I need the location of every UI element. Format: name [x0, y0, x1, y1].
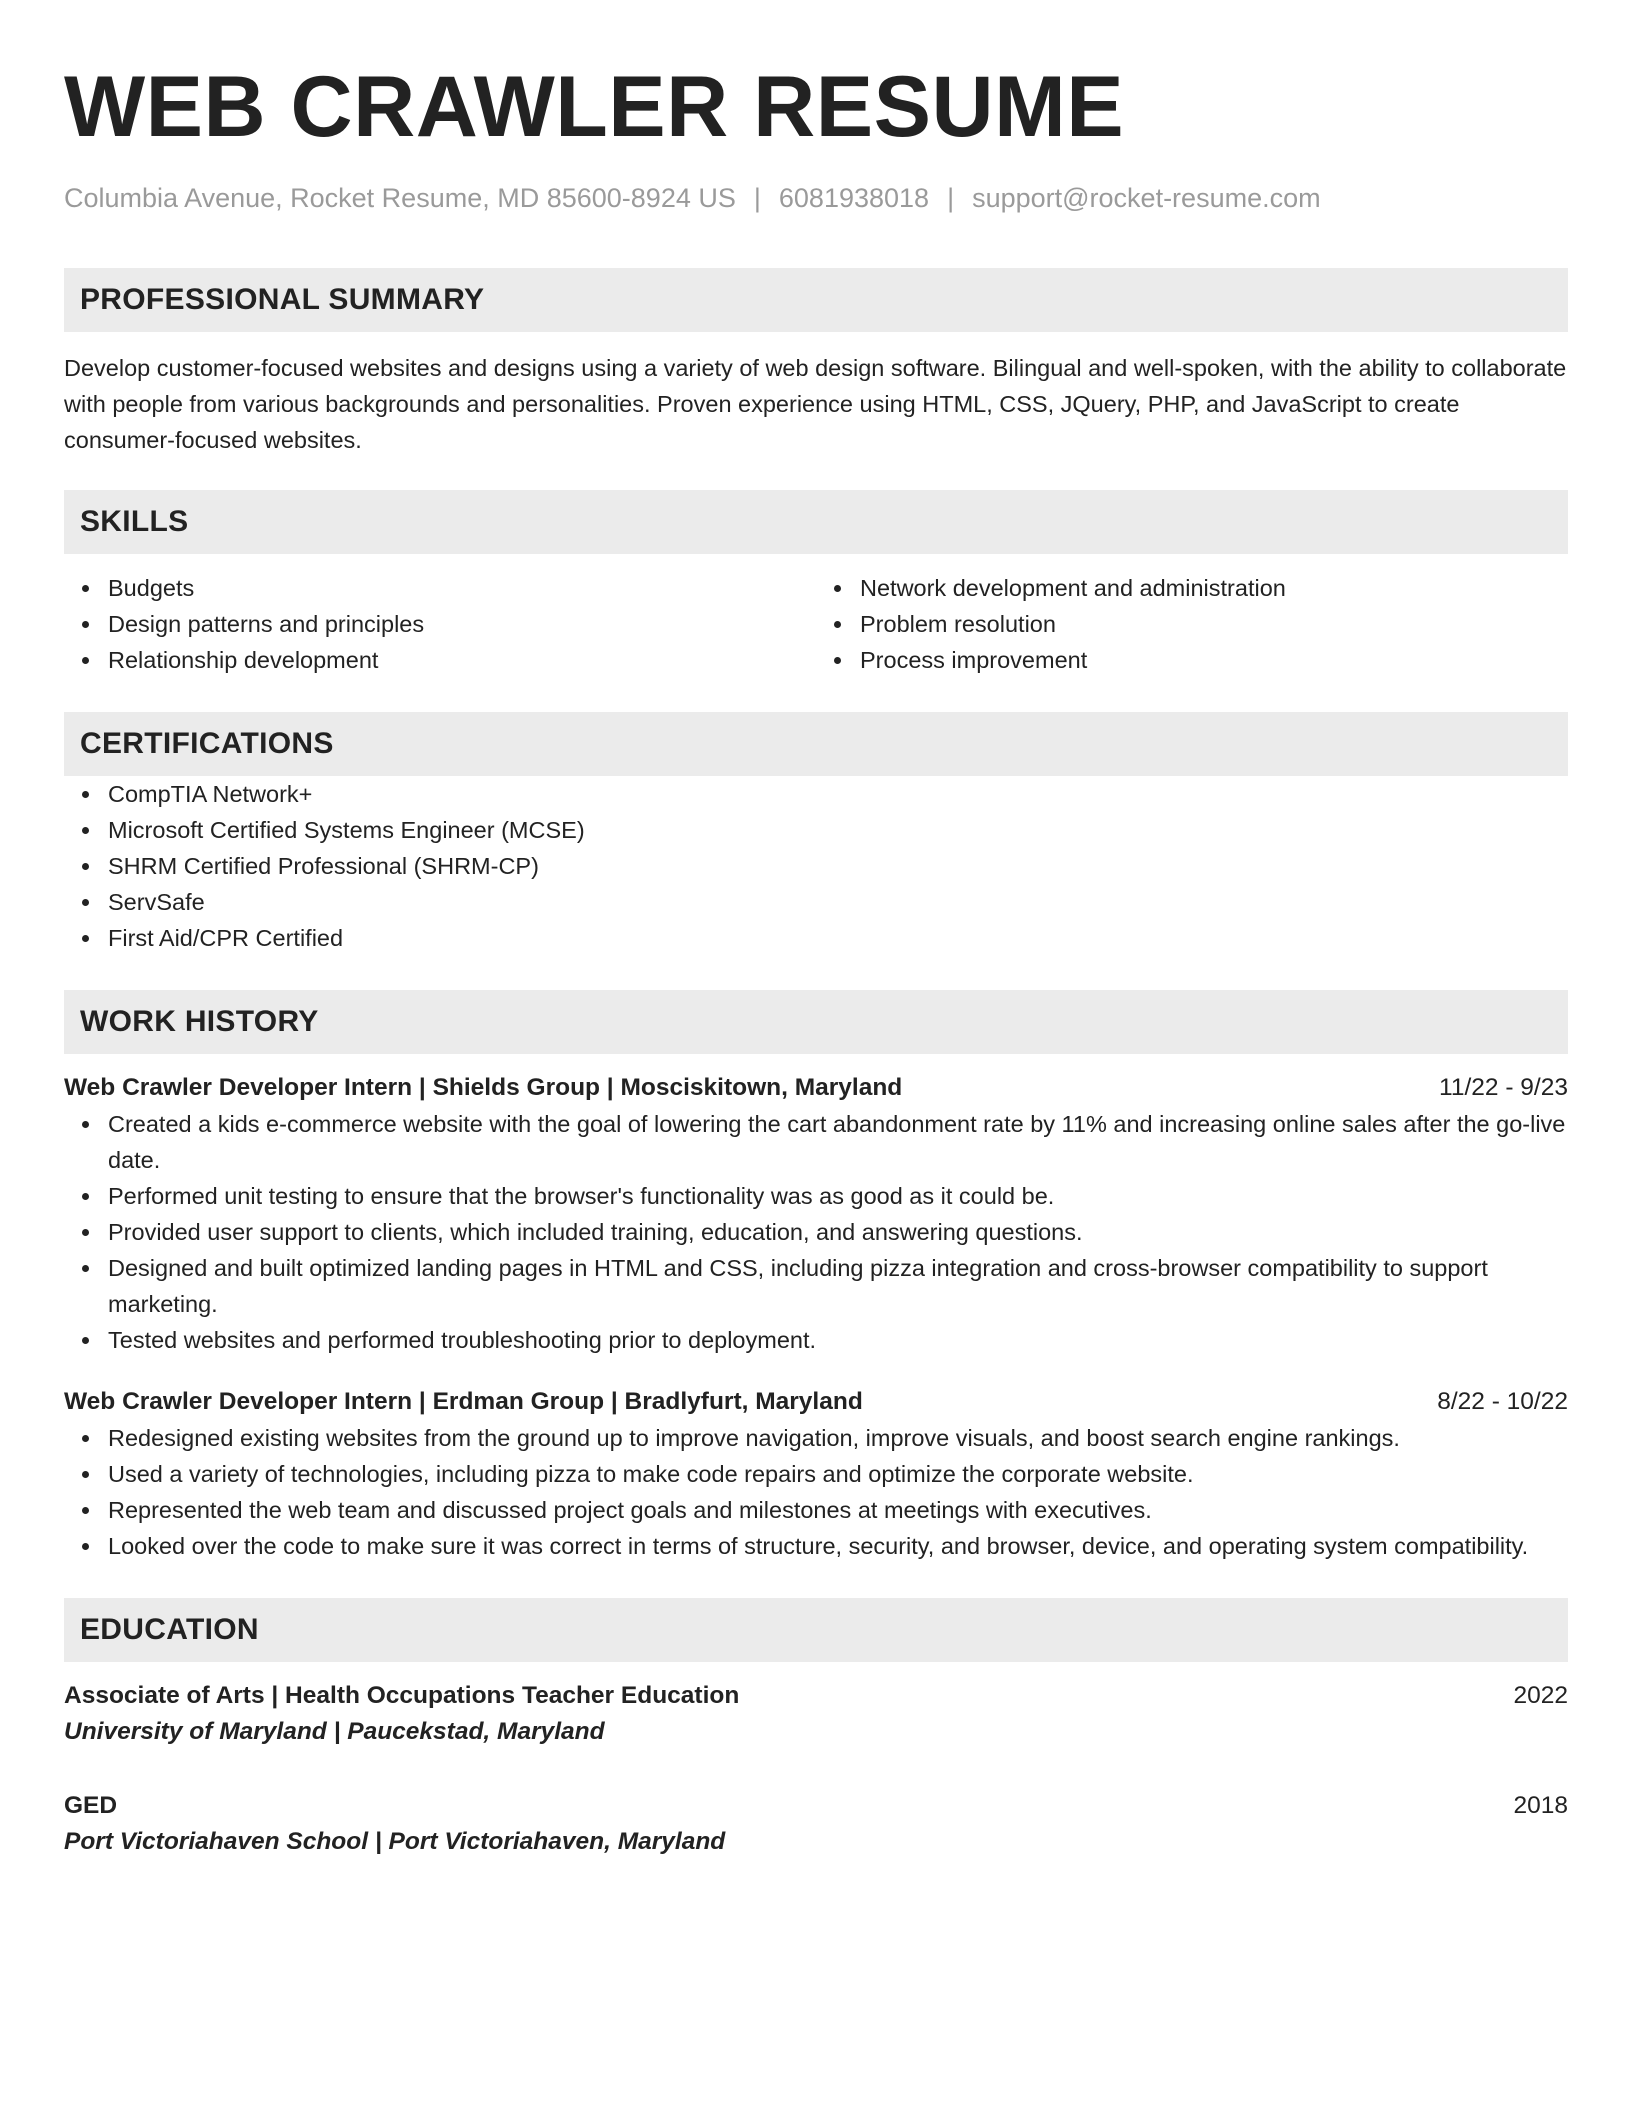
education-degree: GED	[64, 1792, 118, 1820]
resume-title: WEB CRAWLER RESUME	[64, 59, 1125, 155]
education-entry	[64, 1678, 1568, 1750]
education-header	[64, 1788, 1568, 1824]
work-history-heading: WORK HISTORY	[64, 990, 1568, 1054]
education-heading: EDUCATION	[64, 1598, 1568, 1662]
education-school: Port Victoriahaven School | Port Victoriahaven, Maryland	[64, 1828, 726, 1856]
education-year: 2018	[1513, 1792, 1568, 1820]
job-bullet: Designed and built optimized landing pages in HTML and CSS, including pizza integration and cross-browser compatibility to support marketing.	[108, 1250, 1568, 1322]
skill-item: Process improvement	[860, 642, 1568, 678]
job-bullet: Looked over the code to make sure it was correct in terms of structure, security, and browser, device, and operating system compatibility.	[108, 1528, 1568, 1564]
certification-item: SHRM Certified Professional (SHRM-CP)	[108, 848, 1568, 884]
education-entry	[64, 1788, 1568, 1860]
skill-item: Design patterns and principles	[108, 606, 816, 642]
education-year: 2022	[1513, 1682, 1568, 1710]
skills-grid	[64, 570, 1568, 678]
contact-line	[64, 182, 1568, 214]
job-bullet: Represented the web team and discussed project goals and milestones at meetings with executives.	[108, 1492, 1568, 1528]
contact-phone: 6081938018	[778, 183, 930, 213]
job-bullet: Used a variety of technologies, including pizza to make code repairs and optimize the corporate website.	[108, 1456, 1568, 1492]
skills-column-right	[816, 570, 1568, 678]
skills-column-left	[64, 570, 816, 678]
certification-item: CompTIA Network+	[108, 776, 1568, 812]
job-header	[64, 1384, 1568, 1420]
summary-text: Develop customer-focused websites and designs using a variety of web design software. Bilingual and well-spoken, with the ability to collaborate with people from various backgrounds and personalities. Proven experience using HTML, CSS, JQuery, PHP, and JavaScript to create consumer-focused websites.	[64, 355, 1567, 454]
job-title: Web Crawler Developer Intern | Shields Group | Mosciskitown, Maryland	[64, 1074, 903, 1102]
certifications-heading: CERTIFICATIONS	[64, 712, 1568, 776]
job-entry	[64, 1384, 1568, 1564]
skill-item: Budgets	[108, 570, 816, 606]
job-bullet-list	[64, 1420, 1568, 1564]
skill-item: Relationship development	[108, 642, 816, 678]
skills-heading: SKILLS	[64, 490, 1568, 554]
job-bullet: Created a kids e-commerce website with the goal of lowering the cart abandonment rate by 11% and increasing online sales after the go-live date.	[108, 1106, 1568, 1178]
job-title: Web Crawler Developer Intern | Erdman Group | Bradlyfurt, Maryland	[64, 1388, 863, 1416]
certification-item: First Aid/CPR Certified	[108, 920, 1568, 956]
contact-address: Columbia Avenue, Rocket Resume, MD 85600-8924 US	[64, 183, 736, 213]
job-dates: 8/22 - 10/22	[1437, 1388, 1568, 1416]
certification-item: ServSafe	[108, 884, 1568, 920]
skill-item: Network development and administration	[860, 570, 1568, 606]
education-school: University of Maryland | Paucekstad, Maryland	[64, 1718, 605, 1746]
job-bullet: Tested websites and performed troubleshooting prior to deployment.	[108, 1322, 1568, 1358]
contact-separator: |	[947, 183, 955, 213]
job-bullet: Redesigned existing websites from the ground up to improve navigation, improve visuals, and boost search engine rankings.	[108, 1420, 1568, 1456]
job-dates: 11/22 - 9/23	[1439, 1074, 1568, 1102]
certification-item: Microsoft Certified Systems Engineer (MCSE)	[108, 812, 1568, 848]
job-entry	[64, 1070, 1568, 1358]
contact-email[interactable]: support@rocket-resume.com	[972, 183, 1321, 213]
education-header	[64, 1678, 1568, 1714]
summary-heading: PROFESSIONAL SUMMARY	[64, 268, 1568, 332]
certifications-list	[64, 776, 1568, 956]
education-degree: Associate of Arts | Health Occupations Teacher Education	[64, 1682, 740, 1710]
job-bullet: Performed unit testing to ensure that the browser's functionality was as good as it could be.	[108, 1178, 1568, 1214]
job-bullet-list	[64, 1106, 1568, 1358]
contact-separator: |	[753, 183, 761, 213]
job-bullet: Provided user support to clients, which included training, education, and answering questions.	[108, 1214, 1568, 1250]
skill-item: Problem resolution	[860, 606, 1568, 642]
job-header	[64, 1070, 1568, 1106]
